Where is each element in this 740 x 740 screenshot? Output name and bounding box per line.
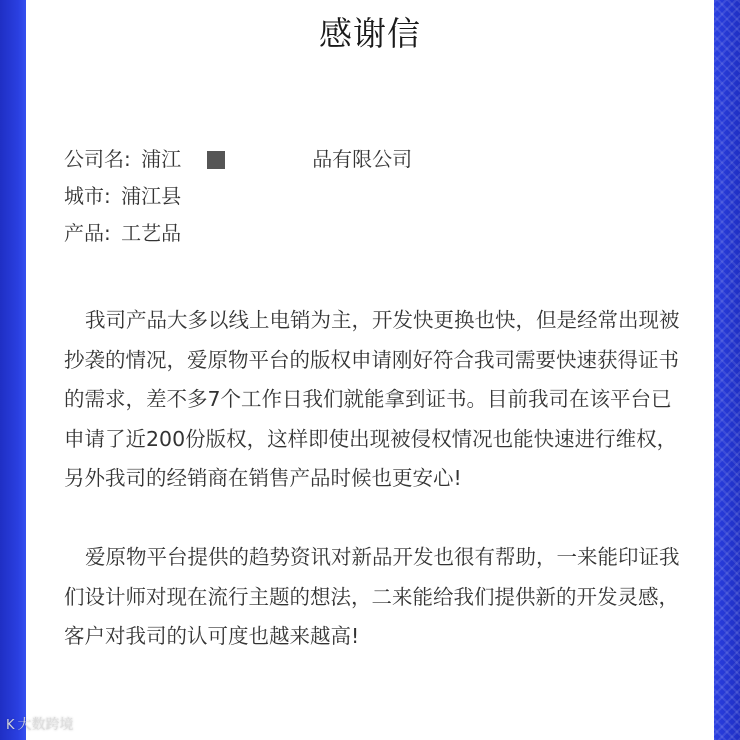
company-name-start: 浦江 xyxy=(141,147,182,171)
company-line xyxy=(64,144,412,174)
redaction-box xyxy=(207,151,225,169)
paragraph-1: 我司产品大多以线上电销为主，开发快更换也快，但是经常出现被抄袭的情况，爱原物平台的版权申请刚好符合我司需要快速获得证书的需求，差不多7个工作日我们就能拿到证书。目前我司在该平台已申请了近200份版权，这样即使出现被侵权情况也能快速进行维权，另外我司的经销商在销售产品时候也更安心! xyxy=(64,308,680,490)
product-line xyxy=(64,218,181,248)
product-label: 产品: xyxy=(64,221,111,245)
letter-title: 感谢信 xyxy=(319,14,421,53)
watermark-logo-icon: K xyxy=(6,718,15,733)
watermark xyxy=(6,714,74,734)
right-blue-pattern-border xyxy=(714,0,740,740)
paragraph-2: 爱原物平台提供的趋势资讯对新品开发也很有帮助，一来能印证我们设计师对现在流行主题的想法，二来能给我们提供新的开发灵感，客户对我司的认可度也越来越高! xyxy=(64,545,680,648)
letter-card xyxy=(26,0,714,740)
city-label: 城市: xyxy=(64,184,111,208)
company-label: 公司名: xyxy=(64,147,131,171)
city-value: 浦江县 xyxy=(121,184,182,208)
left-blue-border xyxy=(0,0,26,740)
watermark-text: 大数跨境 xyxy=(17,717,74,733)
company-name-end: 品有限公司 xyxy=(312,147,413,171)
city-line xyxy=(64,181,181,211)
product-value: 工艺品 xyxy=(121,221,182,245)
